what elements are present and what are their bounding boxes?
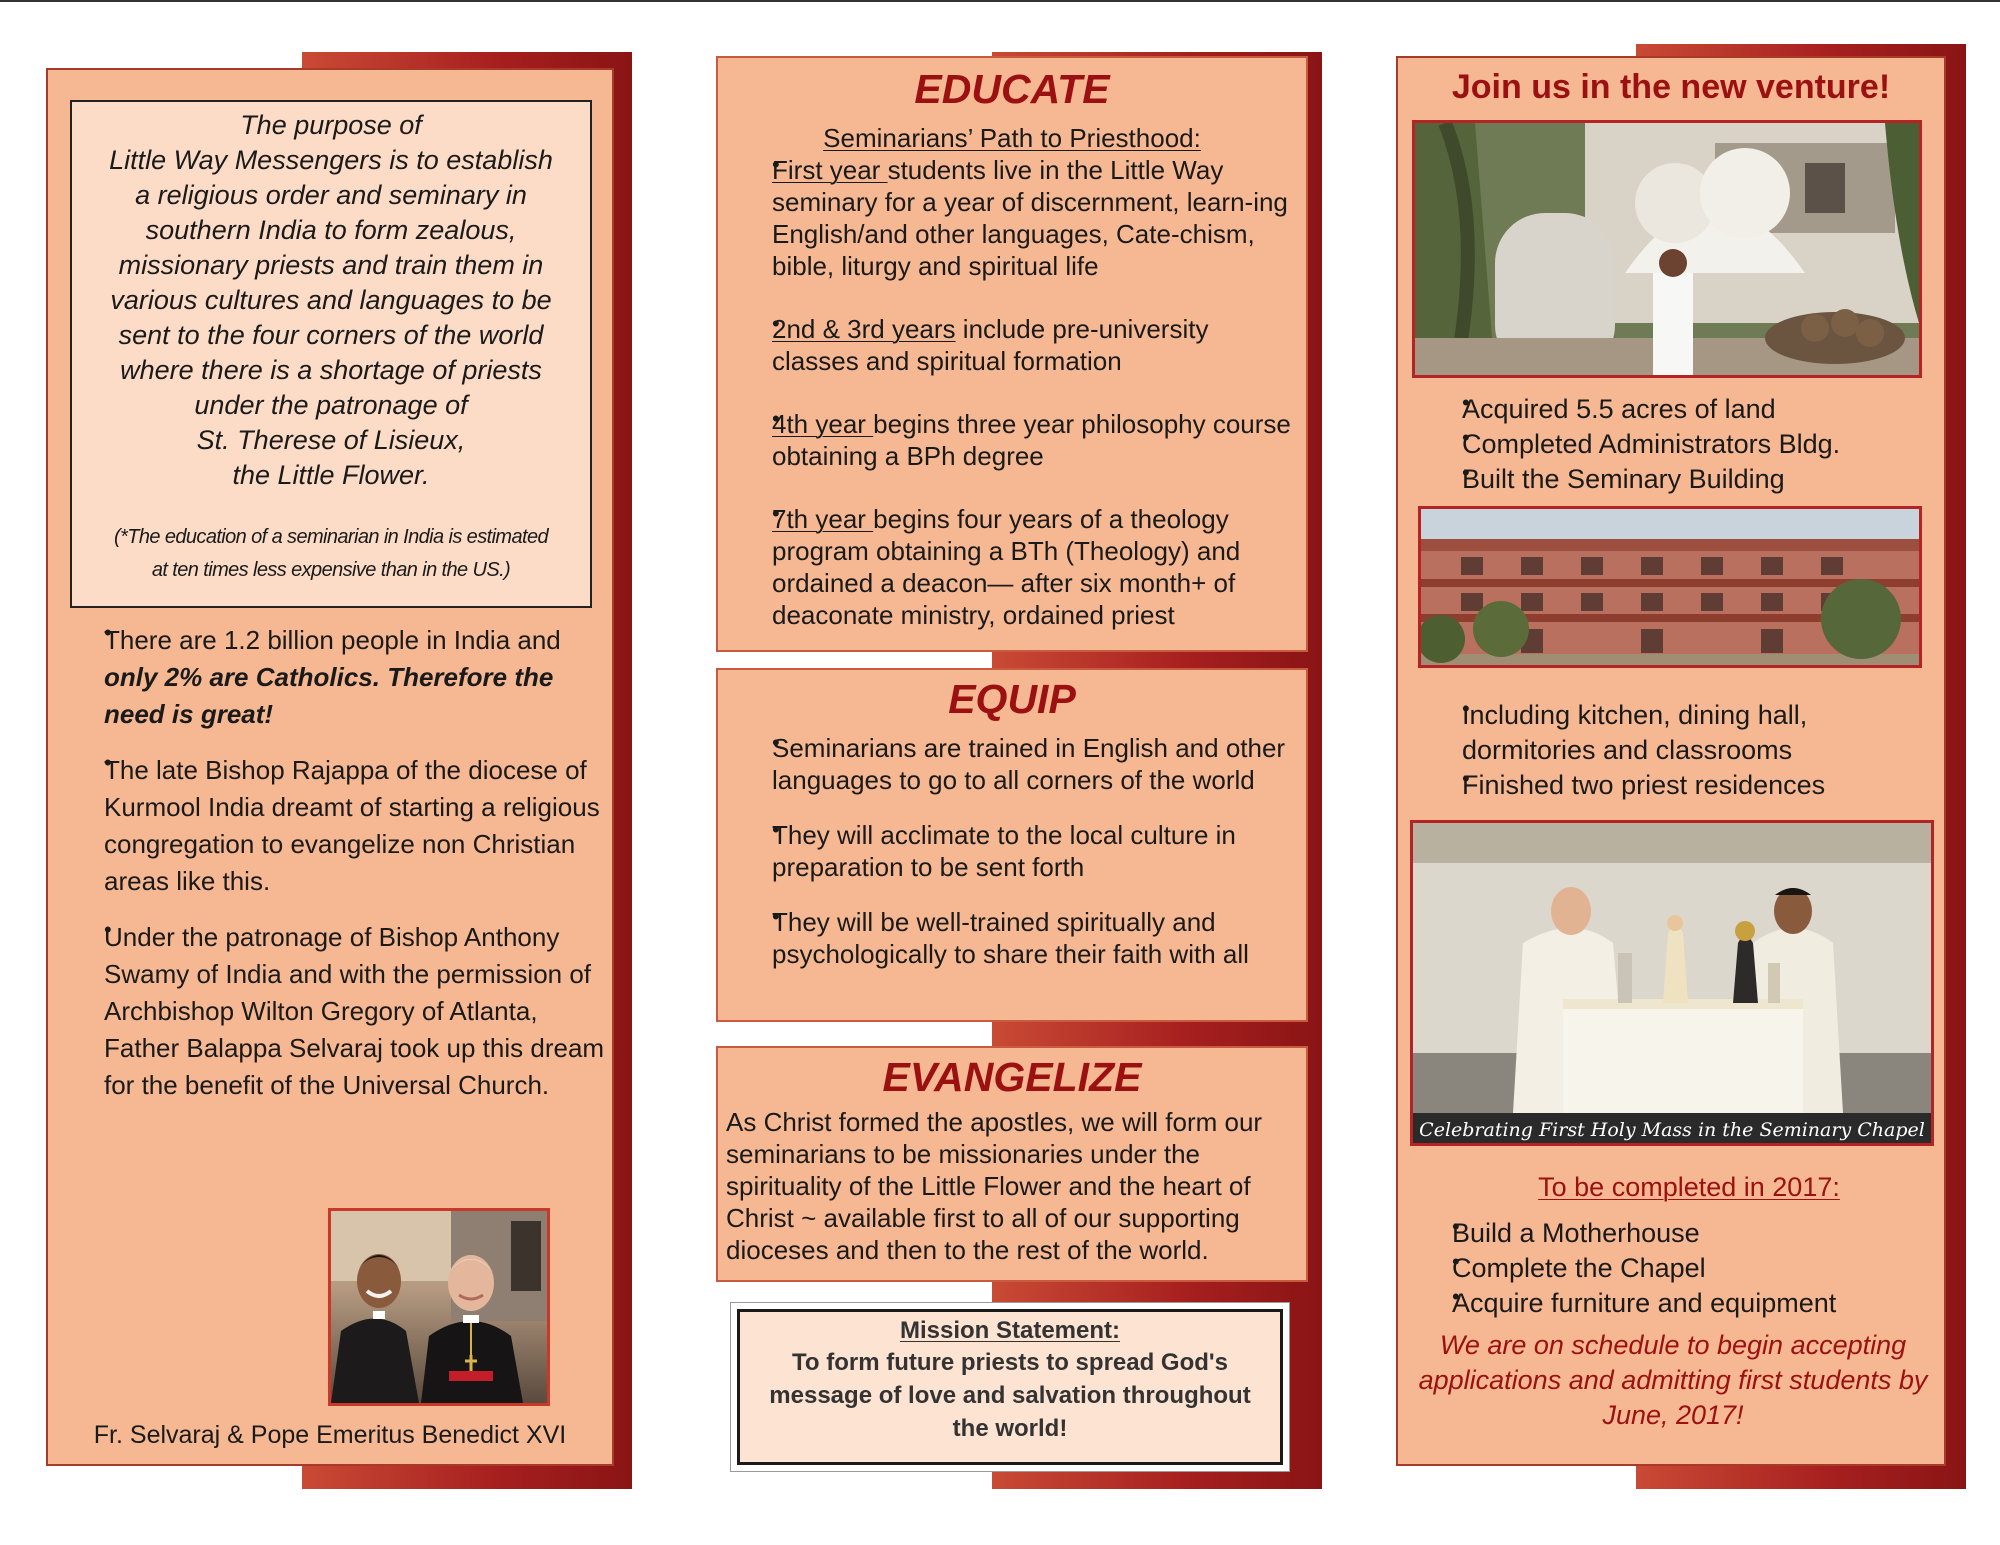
photo-selvaraj-pope — [328, 1208, 550, 1406]
list-item — [724, 154, 1302, 282]
list-item: • Acquire furniture and equipment — [1402, 1286, 1932, 1321]
educate-title: EDUCATE — [914, 66, 1110, 112]
left-panel — [46, 68, 614, 1466]
educate-subtitle: Seminarians’ Path to Priesthood: — [823, 123, 1201, 153]
list-item: • Including kitchen, dining hall, dormitories and classrooms — [1412, 698, 1932, 768]
item-lead: 7th year — [772, 504, 874, 534]
list-item — [724, 313, 1302, 377]
right-panel — [1396, 56, 1946, 1466]
mission-text: To form future priests to spread God's message of love and salvation throughout the world! — [769, 1349, 1251, 1442]
left-bullet-list — [56, 622, 606, 1104]
footnote-line: (*The education of a seminarian in India is estimated — [113, 526, 548, 548]
educate-list — [724, 154, 1302, 631]
purpose-line: sent to the four corners of the world — [118, 320, 544, 350]
purpose-line: various cultures and languages to be — [110, 285, 552, 315]
list-item: • Built the Seminary Building — [1412, 462, 1932, 497]
purpose-line: St. Therese of Lisieux, — [196, 425, 466, 455]
evangelize-title: EVANGELIZE — [882, 1054, 1142, 1100]
photo-chapel-mass — [1410, 820, 1934, 1146]
closing-text: We are on schedule to begin accepting applications and admitting first students by June, 2017! — [1418, 1330, 1928, 1430]
evangelize-panel — [716, 1046, 1308, 1282]
list-item — [56, 752, 606, 900]
purpose-box — [70, 100, 592, 608]
purpose-line: a religious order and seminary in — [135, 180, 527, 210]
educate-panel — [716, 56, 1308, 652]
bullet1-text: There are 1.2 billion people in India and — [104, 625, 561, 655]
equip-title: EQUIP — [948, 676, 1076, 722]
progress-list-2 — [1412, 698, 1932, 803]
list-item: • Build a Motherhouse — [1402, 1216, 1932, 1251]
photo-seminary-building-graphic — [1421, 509, 1919, 665]
item-text: students live in the Little Way seminary for a year of discernment, learn-ing English/and other languages, Cate-chism, bible, liturgy and spiritual life — [772, 155, 1288, 281]
list-item — [724, 503, 1302, 631]
footnote-line: at ten times less expensive than in the US.) — [151, 559, 511, 581]
mission-statement-box — [730, 1302, 1290, 1472]
bullet1-emphasis: only 2% are Catholics. Therefore the need is great! — [104, 662, 554, 729]
photo-admin-building-graphic — [1415, 123, 1919, 375]
item-lead: 4th year — [772, 409, 874, 439]
chapel-caption: Celebrating First Holy Mass in the Seminary Chapel — [1419, 1119, 1925, 1141]
todo-list — [1402, 1216, 1932, 1321]
bullet2-text: The late Bishop Rajappa of the diocese of Kurmool India dreamt of starting a religious congregation to evangelize non Christian areas like this. — [104, 755, 600, 896]
list-item — [56, 622, 606, 733]
photo-admin-building — [1412, 120, 1922, 378]
list-item: • Finished two priest residences — [1412, 768, 1932, 803]
photo-chapel-mass-graphic — [1413, 823, 1931, 1143]
purpose-line: southern India to form zealous, — [145, 215, 517, 245]
purpose-line: where there is a shortage of priests — [120, 355, 542, 385]
item-lead: First year — [772, 155, 888, 185]
mission-title: Mission Statement: — [899, 1317, 1121, 1344]
photo-caption: Fr. Selvaraj & Pope Emeritus Benedict XVI — [93, 1421, 567, 1449]
evangelize-text: As Christ formed the apostles, we will form our seminarians to be missionaries under the spirituality of the Little Flower and the heart of Christ ~ available first to all of our supporting dioceses and then to the rest of the world. — [726, 1107, 1263, 1265]
photo-selvaraj-pope-graphic — [331, 1211, 547, 1403]
purpose-line: the Little Flower. — [232, 460, 430, 490]
item-text: include pre-university classes and spiritual formation — [772, 314, 1209, 376]
equip-panel — [716, 668, 1308, 1022]
list-item — [724, 408, 1302, 472]
mission-inner — [737, 1309, 1283, 1465]
list-item — [56, 919, 606, 1104]
list-item: • They will be well-trained spiritually and psychologically to share their faith with all — [724, 906, 1302, 970]
list-item: • Complete the Chapel — [1402, 1251, 1932, 1286]
photo-seminary-building — [1418, 506, 1922, 668]
purpose-line: Little Way Messengers is to establish — [109, 145, 553, 175]
purpose-text — [78, 108, 584, 493]
middle-column — [714, 52, 1320, 1489]
item-text: begins three year philosophy course obtaining a BPh degree — [772, 409, 1291, 471]
purpose-line: under the patronage of — [194, 390, 468, 420]
right-title: Join us in the new venture! — [1451, 68, 1891, 106]
list-item: • Seminarians are trained in English and other languages to go to all corners of the world — [724, 732, 1302, 796]
list-item: • Acquired 5.5 acres of land — [1412, 392, 1932, 427]
item-lead: 2nd & 3rd years — [772, 314, 956, 344]
progress-list-1 — [1412, 392, 1932, 497]
list-item: • Completed Administrators Bldg. — [1412, 427, 1932, 462]
todo-title: To be completed in 2017: — [1538, 1172, 1840, 1202]
equip-list — [724, 732, 1302, 970]
purpose-line: missionary priests and train them in — [118, 250, 544, 280]
purpose-line: The purpose of — [240, 110, 422, 140]
bullet3-text: Under the patronage of Bishop Anthony Swamy of India and with the permission of Archbishop Wilton Gregory of Atlanta, Father Balappa Selvaraj took up this dream for the benefit of the Universal Church. — [104, 922, 605, 1100]
top-rule — [0, 0, 2000, 2]
footnote — [78, 521, 584, 587]
item-text: begins four years of a theology program obtaining a BTh (Theology) and ordained a deacon— after six month+ of deaconate ministry, ordained priest — [772, 504, 1241, 630]
list-item: • They will acclimate to the local culture in preparation to be sent forth — [724, 819, 1302, 883]
